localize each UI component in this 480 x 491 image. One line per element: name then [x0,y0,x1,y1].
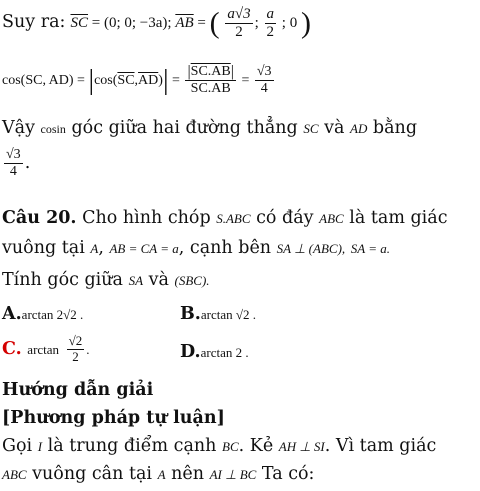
question-line-2: vuông tại A, AB = CA = a, cạnh bên SA ⊥ (ABC), SA = a. [2,238,390,258]
suy-ra-line: Suy ra: $\overline{SC} = (0$; 0; −3a); $\overline{AB}$ = ( $\frac{a√3}{2}$ ; $\frac{a}{2}$ ; 0 ) [2,6,311,41]
ab-z: ; 0 [281,15,298,32]
cos-fraction: $\frac{|SC.AB|}{SC.AB}$ [187,63,234,97]
question-line-1: Câu 20. Cho hình chóp S.ABC có đáy ABC là tam giác [2,208,448,228]
question-label: Câu 20. [2,208,77,228]
conclusion-line: Vậy cosin góc giữa hai đường thẳng SC và AD bằng [2,118,418,138]
guide-line-1: Gọi I là trung điểm cạnh BC. Kẻ AH ⊥ SI. Vì tam giác [2,436,437,456]
ab-y-fraction: $\frac{a}{2}$ [266,6,275,41]
cos-formula-line: cos(SC, $AD) = |\cos(\overline{SC},\overline{AD})|$ = $\frac{|SC.AB|}{SC.AB}$ = $\frac{√3}{4}$ [2,63,272,97]
option-c[interactable]: C. arctan $\frac{√2}{2}$ . [2,333,90,364]
cosin-word: cosin [40,122,66,136]
ab-x-fraction: $\frac{a√3}{2}$ [227,6,251,41]
vector-sc-value: = (0; 0; −3a); [91,15,172,32]
guide-heading: Hướng dẫn giải [2,380,154,400]
suy-ra-label: Suy ra: [2,12,66,33]
cos-left: cos(SC, AD) = [2,72,85,88]
option-a[interactable]: A.arctan 2√2 . [2,304,84,324]
conclusion-value: $\frac{√3}{4}$ . [6,147,31,180]
guide-method: [Phương pháp tự luận] [2,408,225,428]
cos-result-fraction: $\frac{√3}{4}$ [256,64,272,97]
option-d[interactable]: D.arctan 2 . [180,342,249,362]
vector-sc: $\overline{SC}$ [70,15,89,32]
option-b[interactable]: B.arctan √2 . [180,304,257,324]
question-line-3: Tính góc giữa SA và (SBC). [2,270,210,290]
cos-mid: cos( [94,72,118,88]
guide-line-2: ABC vuông cân tại A nên AI ⊥ BC Ta có: [2,464,315,484]
vector-ab: $\overline{AB}$ [175,15,194,32]
